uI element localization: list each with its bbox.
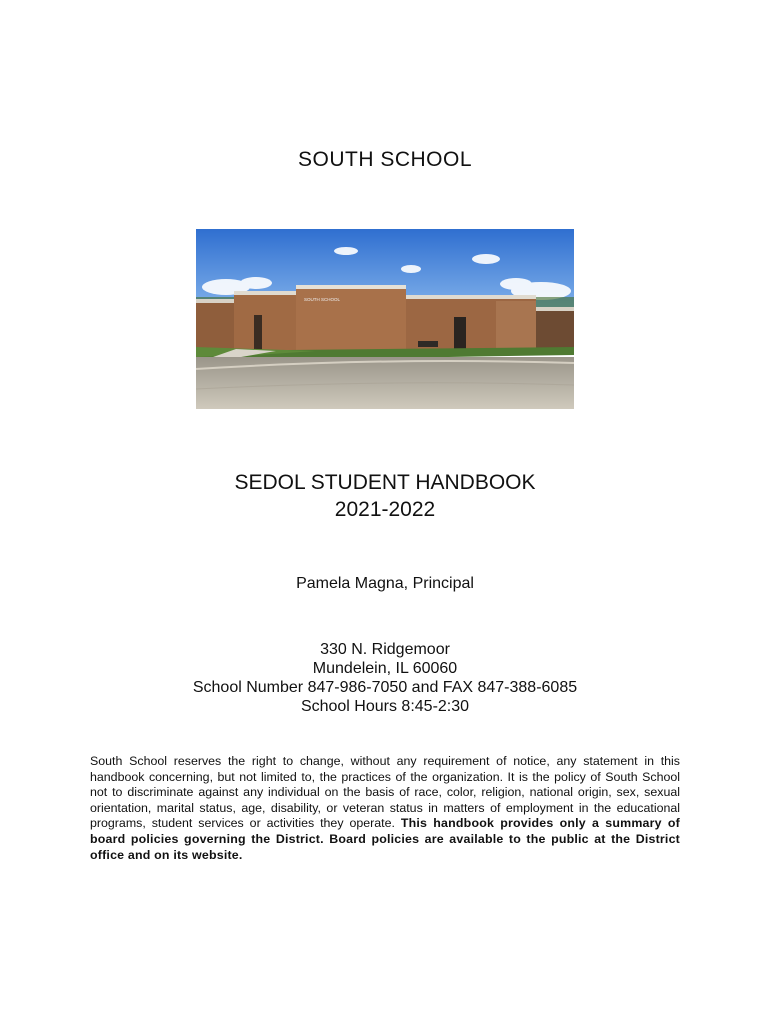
school-contact-block	[0, 640, 770, 716]
handbook-title-line: SEDOL STUDENT HANDBOOK	[234, 471, 536, 494]
building-sign: SOUTH SCHOOL	[304, 297, 341, 302]
principal-name: Pamela Magna, Principal	[296, 575, 474, 592]
policy-notice-bold: This handbook provides only a summary of board policies governing the District. Board policies are available to the public at the District office and on its website.	[90, 816, 680, 862]
school-building-photo	[196, 229, 574, 409]
policy-notice-text: South School reserves the right to change, without any requirement of notice, any statement in this handbook concerning, but not limited to, the practices of the organization. It is the policy of South School not to discriminate against any individual on the basis of race, color, religion, national origin, sex, sexual orientation, marital status, age, disability, or veteran status in matters of employment in the educational programs, student services or activities they operate.	[90, 754, 680, 831]
phone-fax: School Number 847-986-7050 and FAX 847-388-6085	[192, 679, 578, 696]
city-state-zip: Mundelein, IL 60060	[312, 660, 458, 677]
school-building-illustration	[196, 229, 574, 409]
street-address: 330 N. Ridgemoor	[320, 641, 450, 658]
handbook-year: 2021-2022	[334, 498, 436, 521]
handbook-title	[0, 469, 770, 523]
policy-notice	[90, 754, 680, 863]
school-hours: School Hours 8:45-2:30	[300, 698, 470, 715]
school-name-heading: SOUTH SCHOOL	[297, 148, 473, 171]
